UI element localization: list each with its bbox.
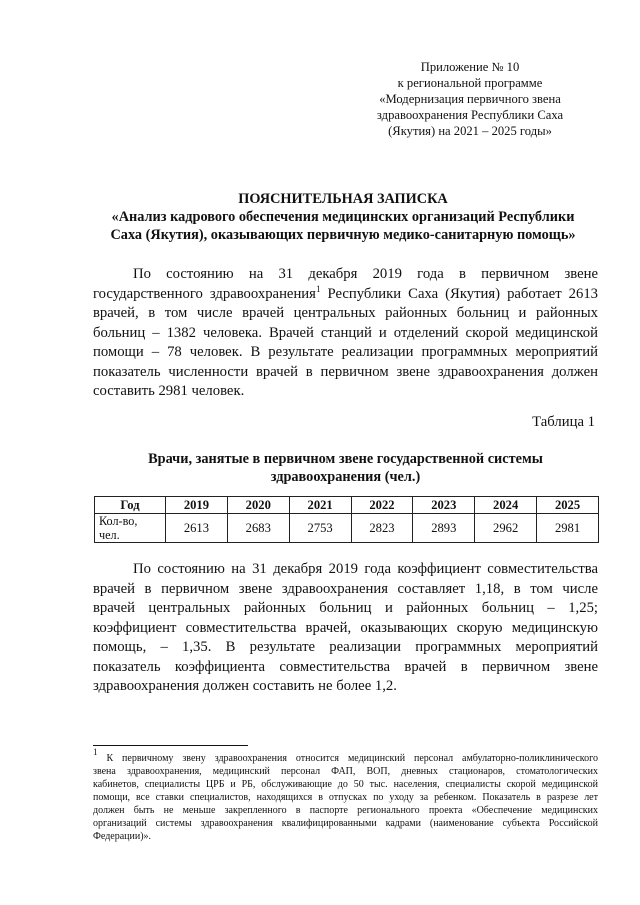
paragraph-staff-count (93, 265, 598, 402)
title-heading: ПОЯСНИТЕЛЬНАЯ ЗАПИСКА (238, 191, 448, 207)
paragraph-line: показатель численности врачей в первичном звене здравоохранения должен (93, 363, 598, 380)
footnote-line: кабинетов, специалисты ЦРБ и РБ, обслуживающие до 50 тыс. населения, специалисты скорой медицинской (93, 779, 598, 790)
table-header-cell: 2024 (475, 497, 537, 514)
footnote-line (93, 747, 598, 765)
paragraph-line (93, 285, 598, 305)
table-cell: 2613 (166, 514, 228, 543)
footnote (93, 747, 598, 843)
table-cell: 2683 (227, 514, 289, 543)
table-header-cell: 2023 (413, 497, 475, 514)
table-header-cell: 2025 (537, 497, 599, 514)
paragraph-line: По состоянию на 31 декабря 2019 года коэффициент совместительства (133, 561, 598, 577)
paragraph-line: помощь, – 1,35. В результате реализации программных мероприятий (93, 639, 598, 655)
table-header-cell: Год (95, 497, 166, 514)
table-cell: 2753 (289, 514, 351, 543)
document-title (88, 190, 598, 244)
table-header-cell: 2021 (289, 497, 351, 514)
table-label: Таблица 1 (532, 414, 595, 430)
table-header-row (95, 497, 599, 514)
appendix-line: здравоохранения Республики Саха (376, 108, 564, 122)
table-header-cell: 2020 (227, 497, 289, 514)
paragraph-line: По состоянию на 31 декабря 2019 года в первичном звене (133, 266, 598, 282)
footnote-mark: 1 (93, 747, 98, 757)
table-cell: 2893 (413, 514, 475, 543)
table-cell: 2823 (351, 514, 413, 543)
doctors-table (94, 496, 599, 543)
table-header-cell: 2022 (351, 497, 413, 514)
table-header-cell: 2019 (166, 497, 228, 514)
footnote-line: организаций системы здравоохранения квалифицированными кадрами (наименование субъекта Российской (93, 818, 598, 829)
paragraph-line: здравоохранения должен составить не более 1,2. (93, 678, 397, 694)
paragraph-line: коэффициент совместительства врачей, оказывающих скорую медицинскую (93, 619, 598, 636)
footnote-line: Федерации)». (93, 831, 152, 842)
appendix-line: Приложение № 10 (420, 60, 520, 74)
appendix-line: (Якутия) на 2021 – 2025 годы» (388, 124, 552, 138)
table-row-label (95, 514, 166, 543)
paragraph-line: врачей центральных районных больниц и районных больниц – 1,25; (93, 600, 598, 616)
table-cell: 2962 (475, 514, 537, 543)
paragraph-line: больниц – 1382 человека. Врачей станций и отделений скорой медицинской (93, 324, 598, 341)
paragraph-line: составить 2981 человек. (93, 383, 245, 399)
footnote-line: звена здравоохранения, медицинский персонал ФАП, ВОП, дневных стационаров, стоматологических (93, 766, 598, 777)
title-subtitle-line: Саха (Якутия), оказывающих первичную медико-санитарную помощь» (110, 227, 576, 243)
table-row-label-line: Кол-во, (99, 514, 138, 528)
table-row-label-line: чел. (99, 528, 120, 542)
table-title-line: Врачи, занятые в первичном звене государственной системы (148, 451, 543, 467)
paragraph-line: показатель коэффициента совместительства врачей в первичном звене (93, 658, 598, 675)
title-subtitle-line: «Анализ кадрового обеспечения медицинских организаций Республики (111, 209, 575, 225)
paragraph-fragment: государственного здравоохранения (93, 285, 316, 302)
table-title-line: здравоохранения (чел.) (270, 469, 421, 485)
appendix-header (360, 59, 580, 139)
paragraph-coefficient (93, 560, 598, 697)
table-title (93, 450, 598, 486)
footnote-divider (93, 745, 248, 746)
paragraph-line: помощи – 78 человек. В результате реализации программных мероприятий (93, 344, 598, 360)
table-row (95, 514, 599, 543)
appendix-line: к региональной программе (397, 76, 543, 90)
footnote-reference: 1 (315, 283, 321, 294)
paragraph-line: врачей, в том числе врачей центральных районных больниц и районных (93, 305, 598, 321)
footnote-line: помощи, все ставки специалистов, находящихся в отпусках по уходу за ребенком. Показатель в разрезе лет (93, 792, 598, 803)
footnote-fragment: К первичному звену здравоохранения относится медицинский персонал амбулаторно-поликлинического (106, 753, 598, 764)
table-cell: 2981 (537, 514, 599, 543)
footnote-line: должен быть не меньше закрепленного в паспорте регионального проекта «Обеспечение медицинских (93, 805, 598, 816)
paragraph-fragment: Республики Саха (Якутия) работает 2613 (327, 285, 599, 302)
paragraph-line: врачей в первичном звене здравоохранения составляет 1,18, в том числе (93, 580, 598, 597)
appendix-line: «Модернизация первичного звена (379, 92, 561, 106)
